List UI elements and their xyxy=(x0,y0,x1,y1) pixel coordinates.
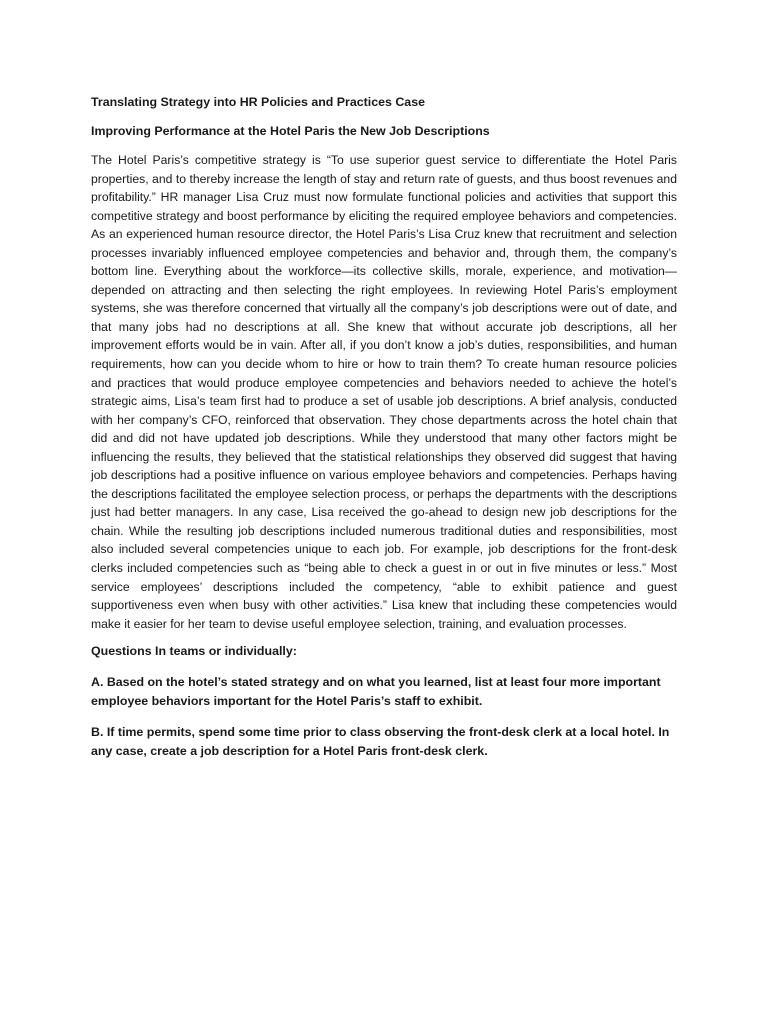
question-a: A. Based on the hotel’s stated strategy and on what you learned, list at least four more important employee behaviors important for the Hotel Paris’s staff to exhibit. xyxy=(91,675,661,709)
document-title: Translating Strategy into HR Policies and Practices Case xyxy=(91,95,425,109)
questions-heading: Questions In teams or individually: xyxy=(91,644,297,659)
document-page xyxy=(91,93,677,773)
case-body-paragraph: The Hotel Paris’s competitive strategy is “To use superior guest service to differentiate the Hotel Paris properties, and to thereby increase the length of stay and return rate of guests, and thus boost revenues and profitability.” HR manager Lisa Cruz must now formulate functional policies and activities that support this competitive strategy and boost performance by eliciting the required employee behaviors and competencies. As an experienced human resource director, the Hotel Paris’s Lisa Cruz knew that recruitment and selection processes invariably influenced employee competencies and behavior and, through them, the company’s bottom line. Everything about the workforce—its collective skills, morale, experience, and motivation—depended on attracting and then selecting the right employees. In reviewing Hotel Paris’s employment systems, she was therefore concerned that virtually all the company’s job descriptions were out of date, and that many jobs had no descriptions at all. She knew that without accurate job descriptions, all her improvement efforts would be in vain. After all, if you don’t know a job’s duties, responsibilities, and human requirements, how can you decide whom to hire or how to train them? To create human resource policies and practices that would produce employee competencies and behaviors needed to achieve the hotel’s strategic aims, Lisa’s team first had to produce a set of usable job descriptions. A brief analysis, conducted with her company’s CFO, reinforced that observation. They chose departments across the hotel chain that did and did not have updated job descriptions. While they understood that many other factors might be influencing the results, they believed that the statistical relationships they observed did suggest that having job descriptions had a positive influence on various employee behaviors and competencies. Perhaps having the descriptions facilitated the employee selection process, or perhaps the departments with the descriptions just had better managers. In any case, Lisa received the go-ahead to design new job descriptions for the chain. While the resulting job descriptions included numerous traditional duties and responsibilities, most also included several competencies unique to each job. For example, job descriptions for the front-desk clerks included competencies such as “being able to check a guest in or out in five minutes or less.” Most service employees’ descriptions included the competency, “able to exhibit patience and guest supportiveness even when busy with other activities.” Lisa knew that including these competencies would make it easier for her team to devise useful employee selection, training, and evaluation processes. xyxy=(91,153,677,631)
question-b: B. If time permits, spend some time prior to class observing the front-desk clerk at a local hotel. In any case, create a job description for a Hotel Paris front-desk clerk. xyxy=(91,725,670,759)
document-subtitle: Improving Performance at the Hotel Paris the New Job Descriptions xyxy=(91,124,490,138)
